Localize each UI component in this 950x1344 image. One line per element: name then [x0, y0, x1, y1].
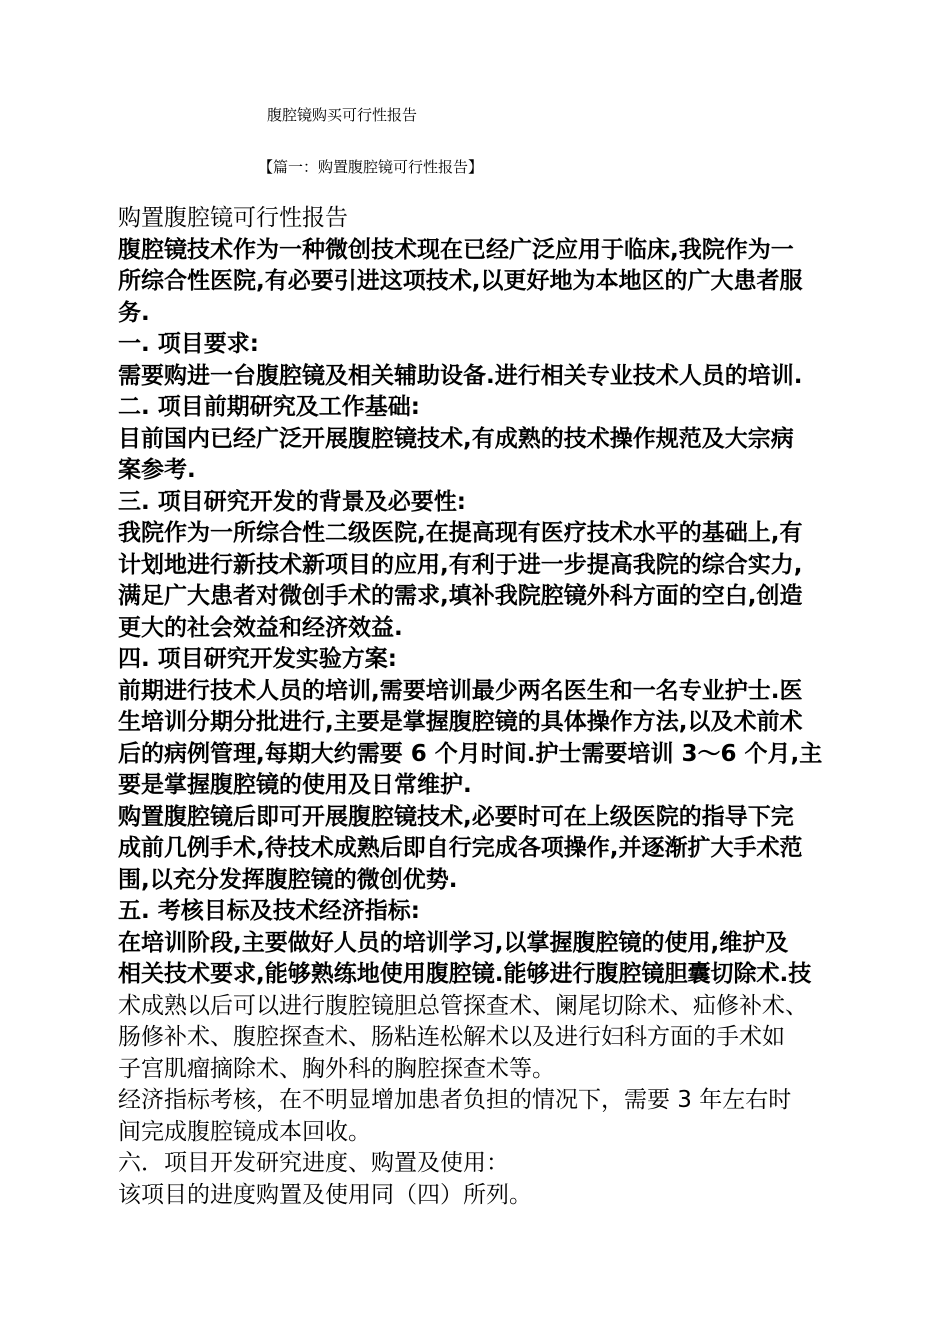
text-line: 案参考. — [118, 457, 196, 483]
text-line: 我院作为一所综合性二级医院,在提高现有医疗技术水平的基础上,有 — [118, 520, 803, 546]
text-line: 四. 项目研究开发实验方案: — [118, 646, 397, 672]
text-line: 围,以充分发挥腹腔镜的微创优势. — [118, 866, 458, 893]
text-line: 要是掌握腹腔镜的使用及日常维护. — [118, 772, 472, 798]
section-tag: 【篇一：购置腹腔镜可行性报告】 — [258, 158, 484, 176]
text-line: 腹腔镜技术作为一种微创技术现在已经广泛应用于临床,我院作为一 — [118, 236, 794, 263]
text-line: 所综合性医院,有必要引进这项技术,以更好地为本地区的广大患者服 — [118, 268, 803, 294]
text-line: 目前国内已经广泛开展腹腔镜技术,有成熟的技术操作规范及大宗病 — [118, 425, 794, 452]
document-body — [118, 203, 838, 1211]
text-line: 相关技术要求,能够熟练地使用腹腔镜.能够进行腹腔镜胆囊切除术.技 — [118, 961, 812, 987]
text-line: 五. 考核目标及技术经济指标: — [118, 898, 420, 924]
text-line: 二. 项目前期研究及工作基础: — [118, 394, 420, 420]
text-line: 一. 项目要求: — [118, 331, 259, 357]
text-line: 购置腹腔镜后即可开展腹腔镜技术,必要时可在上级医院的指导下完 — [118, 803, 794, 830]
text-line: 计划地进行新技术新项目的应用,有利于进一步提高我院的综合实力, — [118, 551, 803, 578]
text-line: 务. — [118, 299, 150, 326]
text-line: 六．项目开发研究进度、购置及使用： — [118, 1150, 509, 1176]
text-line: 该项目的进度购置及使用同（四）所列。 — [118, 1181, 532, 1208]
text-line: 经济指标考核，在不明显增加患者负担的情况下，需要 3 年左右时 — [118, 1087, 792, 1113]
text-line: 更大的社会效益和经济效益. — [118, 614, 403, 641]
text-line: 生培训分期分批进行,主要是掌握腹腔镜的具体操作方法,以及术前术 — [118, 709, 803, 735]
text-line: 肠修补术、腹腔探查术、肠粘连松解术以及进行妇科方面的手术如 — [118, 1024, 785, 1050]
text-line: 满足广大患者对微创手术的需求,填补我院腔镜外科方面的空白,创造 — [118, 583, 803, 609]
text-line: 购置腹腔镜可行性报告 — [118, 205, 348, 231]
text-line: 三. 项目研究开发的背景及必要性: — [118, 488, 466, 515]
document-title: 腹腔镜购买可行性报告 — [267, 106, 418, 124]
text-line: 需要购进一台腹腔镜及相关辅助设备.进行相关专业技术人员的培训. — [118, 362, 803, 389]
text-line: 间完成腹腔镜成本回收。 — [118, 1118, 371, 1145]
text-line: 成前几例手术,待技术成熟后即自行完成各项操作,并逐渐扩大手术范 — [118, 835, 803, 861]
text-line: 在培训阶段,主要做好人员的培训学习,以掌握腹腔镜的使用,维护及 — [118, 929, 789, 956]
text-line: 子宫肌瘤摘除术、胸外科的胸腔探查术等。 — [118, 1055, 555, 1082]
text-line: 前期进行技术人员的培训,需要培训最少两名医生和一名专业护士.医 — [118, 677, 803, 704]
text-line: 后的病例管理,每期大约需要 6 个月时间.护士需要培训 3～6 个月,主 — [118, 740, 823, 767]
text-line: 术成熟以后可以进行腹腔镜胆总管探查术、阑尾切除术、疝修补术、 — [118, 992, 808, 1019]
